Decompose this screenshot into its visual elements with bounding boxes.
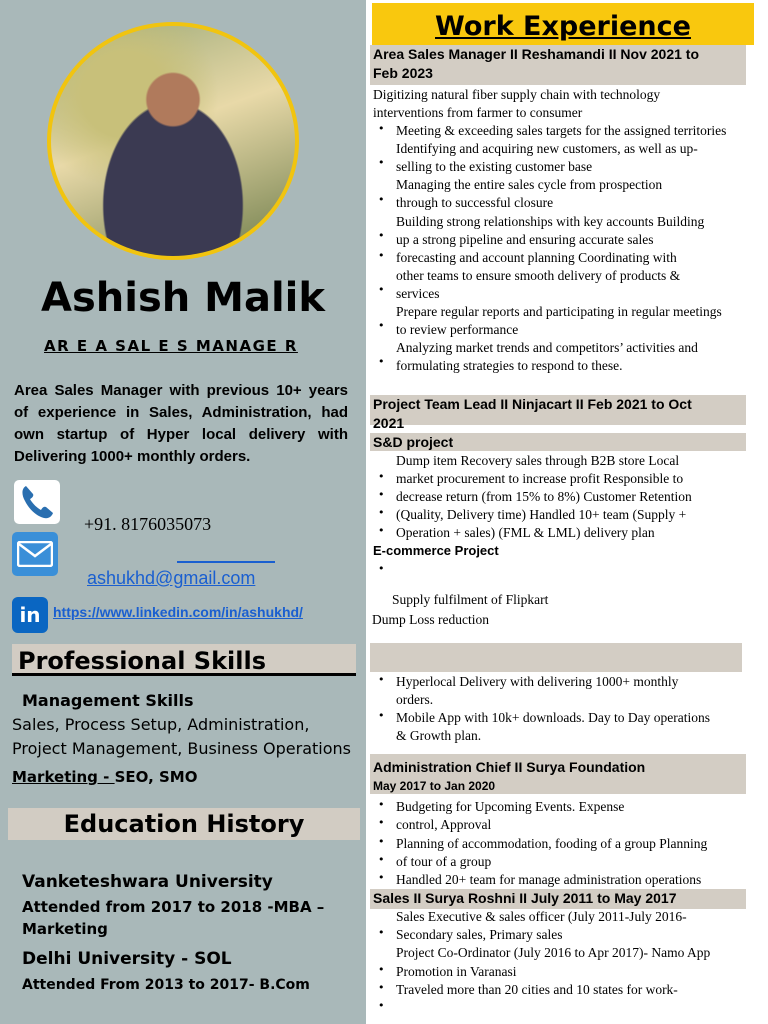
bullet-icon: • [378, 834, 385, 848]
list-item: Promotion in Varanasi [396, 963, 517, 979]
university-name: Delhi University - SOL [22, 949, 232, 969]
job-title: AR E A SAL E S MANAGE R [44, 337, 298, 355]
list-item: up a strong pipeline and ensuring accurate sales [396, 231, 654, 247]
divider [370, 643, 742, 672]
job-dates: May 2017 to Jan 2020 [373, 779, 496, 793]
list-item: to review performance [396, 322, 519, 338]
list-item: decrease return (from 15% to 8%) Customer Retention [396, 489, 692, 504]
skills-line: Project Management, Business Operations [12, 739, 351, 758]
divider [177, 561, 275, 563]
job-intro: Digitizing natural fiber supply chain with technology [373, 87, 661, 102]
list-item: Sales Executive & sales officer (July 2011-July 2016- [396, 909, 687, 924]
education-history-heading: Education History [8, 808, 360, 840]
list-item: forecasting and account planning Coordinating with [396, 249, 677, 265]
list-item: of tour of a group [396, 853, 492, 869]
profile-photo [47, 22, 299, 260]
bullet-icon: • [378, 816, 385, 830]
bullet-icon: • [378, 283, 385, 297]
list-item: Managing the entire sales cycle from prospection [396, 177, 663, 193]
email-link[interactable]: ashukhd@gmail.com [87, 568, 256, 588]
management-skills-label: Management Skills [22, 691, 194, 710]
list-item: services [396, 285, 440, 301]
bullet-icon: • [378, 852, 385, 866]
marketing-skills [12, 768, 197, 786]
list-item: Building strong relationships with key accounts Building [396, 213, 705, 229]
list-item: Secondary sales, Primary sales [396, 927, 563, 943]
phone-number: +91. 8176035073 [84, 514, 212, 534]
bullet-icon: • [378, 488, 385, 501]
university-name: Vanketeshwara University [22, 872, 273, 892]
job-title-bar [370, 395, 746, 431]
bullet-icon: • [378, 470, 385, 483]
list-item: Meeting & exceeding sales targets for the assigned territories [396, 123, 727, 138]
list-item: Identifying and acquiring new customers, as well as up- [396, 141, 698, 157]
list-item: formulating strategies to respond to these. [396, 358, 623, 374]
list-item: market procurement to increase profit Responsible to [396, 471, 684, 486]
list-item: Prepare regular reports and participating in regular meetings [396, 304, 722, 319]
list-item: (Quality, Delivery time) Handled 10+ team (Supply + [396, 507, 687, 522]
bullet-icon: • [378, 192, 385, 206]
list-item: through to successful closure [396, 195, 554, 211]
job-title-line: Project Team Lead II Ninjacart II Feb 2021 to Oct [373, 396, 692, 412]
bullet-icon: • [378, 798, 385, 811]
list-item: Project Co-Ordinator (July 2016 to Apr 2017)- Namo App [396, 945, 711, 961]
candidate-name: Ashish Malik [41, 275, 325, 321]
profile-summary: Area Sales Manager with previous 10+ years of experience in Sales, Administration, had own startup of Hyper local delivery with Delivering 1000+ monthly orders. [14, 382, 348, 465]
bullet-icon: • [378, 122, 385, 135]
list-item: Budgeting for Upcoming Events. Expense [396, 799, 625, 814]
job-title-line: Feb 2023 [373, 65, 433, 81]
skills-line: Sales, Process Setup, Administration, [12, 715, 310, 734]
list-item: Dump item Recovery sales through B2B store Local [396, 453, 680, 468]
list-item: Hyperlocal Delivery with delivering 1000+ monthly [396, 674, 679, 689]
bullet-icon: • [378, 871, 385, 885]
bullet-icon: • [378, 506, 385, 519]
list-item: selling to the existing customer base [396, 159, 593, 175]
bullet-icon: • [378, 248, 385, 262]
bullet-icon: • [378, 156, 385, 170]
linkedin-icon: in [12, 597, 48, 633]
list-item: Operation + sales) (FML & LML) delivery plan [396, 525, 655, 540]
list-item: Planning of accommodation, fooding of a group Planning [396, 835, 708, 851]
bullet-icon: • [378, 999, 385, 1012]
bullet-icon: • [378, 962, 385, 976]
list-item: control, Approval [396, 817, 492, 833]
marketing-value: SEO, SMO [114, 768, 198, 786]
list-item: Mobile App with 10k+ downloads. Day to Day operations [396, 710, 710, 725]
flipkart-line: Supply fulfilment of Flipkart [392, 592, 549, 607]
list-item: other teams to ensure smooth delivery of products & [396, 267, 681, 283]
job-title-line: Area Sales Manager II Reshamandi II Nov 2021 to [373, 46, 700, 62]
job-title-bar [370, 45, 746, 85]
bullet-icon: • [378, 926, 385, 940]
list-item: & Growth plan. [396, 728, 482, 743]
professional-skills-heading: Professional Skills [12, 644, 356, 676]
bullet-icon: • [378, 228, 385, 242]
job-title-line: 2021 [373, 415, 405, 431]
bullet-icon: • [378, 319, 385, 333]
dump-loss-line: Dump Loss reduction [372, 612, 489, 627]
job-subtitle-bar: S&D project [370, 433, 746, 451]
linkedin-link[interactable]: https://www.linkedin.com/in/ashukhd/ [53, 604, 303, 620]
job-title-bar [370, 754, 746, 794]
ecommerce-label: E-commerce Project [373, 543, 499, 558]
education-detail: Marketing [22, 920, 108, 938]
work-experience-heading: Work Experience [372, 3, 754, 45]
list-item: orders. [396, 692, 434, 707]
bullet-icon: • [378, 355, 385, 369]
list-item: Traveled more than 20 cities and 10 states for work- [396, 981, 678, 997]
education-detail: Attended From 2013 to 2017- B.Com [22, 977, 310, 993]
bullet-icon: • [378, 980, 385, 994]
bullet-icon: • [378, 524, 385, 537]
education-detail: Attended from 2017 to 2018 -MBA – [22, 898, 325, 916]
job-title-bar: Sales II Surya Roshni II July 2011 to May 2017 [370, 889, 746, 909]
list-item: Handled 20+ team for manage administration operations [396, 872, 702, 888]
bullet-icon: • [378, 562, 385, 575]
bullet-icon: • [378, 709, 385, 722]
job-intro: interventions from farmer to consumer [373, 105, 583, 120]
job-title-line: Administration Chief II Surya Foundation [373, 759, 646, 775]
bullet-icon: • [378, 673, 385, 686]
marketing-label: Marketing - [12, 768, 115, 786]
phone-icon [14, 480, 60, 524]
email-icon [12, 532, 58, 576]
list-item: Analyzing market trends and competitors’ activities and [396, 340, 698, 356]
